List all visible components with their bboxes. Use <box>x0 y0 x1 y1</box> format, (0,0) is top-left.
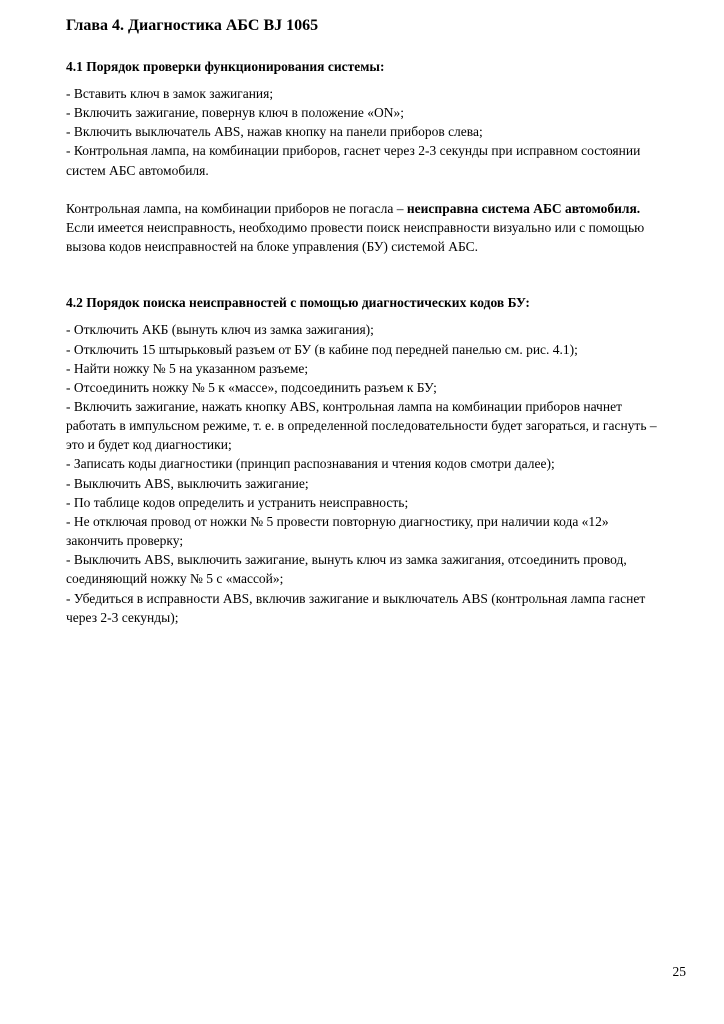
paragraph <box>66 359 662 378</box>
text-run: - Убедиться в исправности ABS, включив зажигание и выключатель ABS (контрольная лампа гаснет через 2-3 секунды); <box>66 590 646 625</box>
text-run: - Не отключая провод от ножки № 5 провести повторную диагностику, при наличии кода «12» закончить проверку; <box>66 513 609 549</box>
text-run: - Включить выключатель ABS, нажав кнопку на панели приборов слева; <box>66 124 483 140</box>
paragraph <box>66 397 662 454</box>
paragraph <box>66 218 662 256</box>
sections-container <box>66 57 662 627</box>
text-run: - Отсоединить ножку № 5 к «массе», подсоединить разъем к БУ; <box>66 379 437 395</box>
section-heading: 4.2 Порядок поиска неисправностей с помощью диагностических кодов БУ: <box>66 295 530 311</box>
bold-text-run: неисправна система АБС автомобиля. <box>406 200 641 216</box>
text-run: - Вставить ключ в замок зажигания; <box>66 85 274 101</box>
text-run: - Контрольная лампа, на комбинации приборов, гаснет через 2-3 секунды при исправном состоянии систем АБС автомобиля. <box>66 143 641 178</box>
section <box>66 293 662 627</box>
text-run: - Выключить ABS, выключить зажигание, вынуть ключ из замка зажигания, отсоединить провод, соединяющий ножку № 5 с «массой»; <box>66 552 627 587</box>
paragraph <box>66 103 662 122</box>
paragraph <box>66 84 662 103</box>
section-heading: 4.1 Порядок проверки функционирования системы: <box>66 58 385 74</box>
paragraph <box>66 512 662 550</box>
paragraph <box>66 589 662 627</box>
text-run: Контрольная лампа, на комбинации приборов не погасла – <box>66 200 407 216</box>
page-content <box>66 16 662 627</box>
paragraph <box>66 474 662 493</box>
text-run: - Выключить ABS, выключить зажигание; <box>66 475 309 491</box>
text-run: Если имеется неисправность, необходимо провести поиск неисправности визуально или с помощью вызова кодов неисправностей на блоке управления (БУ) системой АБС. <box>66 219 645 255</box>
text-run: - Записать коды диагностики (принцип распознавания и чтения кодов смотри далее); <box>66 456 555 472</box>
page-number: 25 <box>672 963 686 979</box>
text-run: - Отключить 15 штырьковый разъем от БУ (в кабине под передней панелью см. рис. 4.1); <box>66 341 578 357</box>
text-run: - Найти ножку № 5 на указанном разъеме; <box>66 360 309 376</box>
text-run: - Отключить АКБ (вынуть ключ из замка зажигания); <box>66 322 374 338</box>
paragraph <box>66 454 662 473</box>
paragraph <box>66 320 662 339</box>
section <box>66 57 662 256</box>
chapter-title: Глава 4. Диагностика АБС BJ 1065 <box>66 17 319 34</box>
paragraph <box>66 493 662 512</box>
paragraph <box>66 340 662 359</box>
paragraph <box>66 550 662 588</box>
text-run: - Включить зажигание, нажать кнопку ABS, контрольная лампа на комбинации приборов начнет работать в импульсном режиме, т. е. в определенной последовательности будет загораться, и гаснуть – это и будет код диагностики; <box>66 398 657 453</box>
text-run: - По таблице кодов определить и устранить неисправность; <box>66 494 409 510</box>
paragraph <box>66 122 662 141</box>
paragraph <box>66 141 662 179</box>
paragraph <box>66 378 662 397</box>
text-run: - Включить зажигание, повернув ключ в положение «ON»; <box>66 105 404 121</box>
paragraph <box>66 199 662 218</box>
